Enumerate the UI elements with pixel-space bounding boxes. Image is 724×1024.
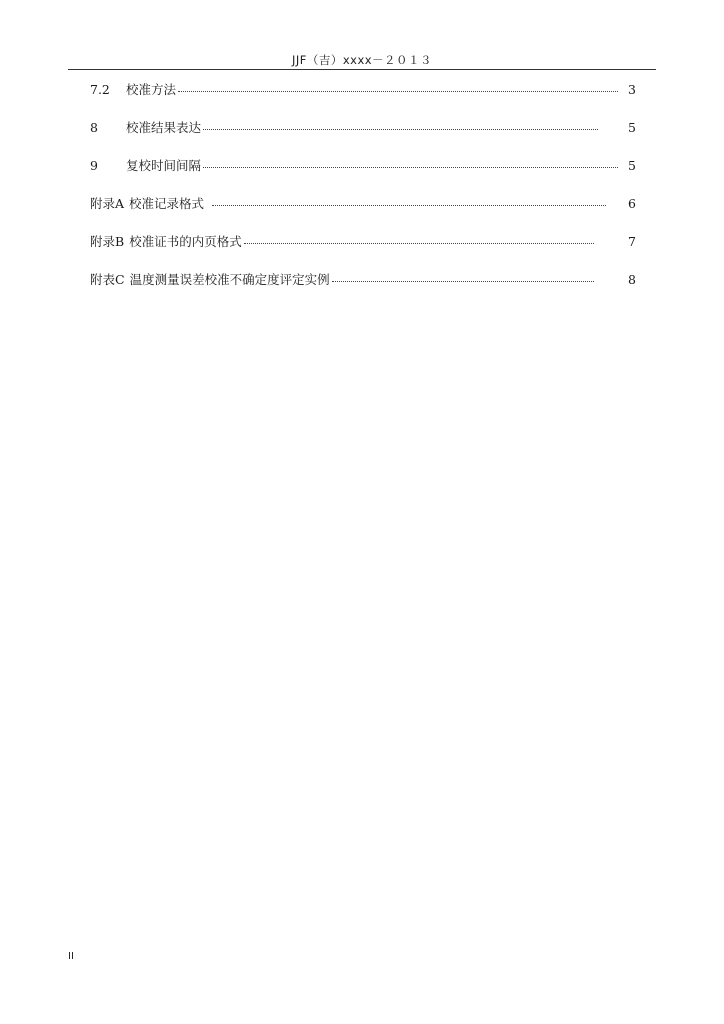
table-of-contents bbox=[90, 70, 636, 298]
toc-dot-leader bbox=[203, 167, 618, 168]
toc-entry-title: 温度测量误差校准不确定度评定实例 bbox=[129, 272, 330, 287]
toc-entry[interactable] bbox=[90, 108, 636, 146]
toc-entry-title: 复校时间间隔 bbox=[126, 158, 202, 173]
toc-entry[interactable] bbox=[90, 184, 636, 222]
toc-entry-page: 7 bbox=[628, 233, 636, 249]
page-header-code: JJF（吉）xxxx－２０１３ bbox=[291, 53, 433, 67]
toc-entry[interactable] bbox=[90, 146, 636, 184]
toc-entry[interactable] bbox=[90, 70, 636, 108]
toc-entry-title: 校准结果表达 bbox=[126, 120, 202, 135]
toc-entry-number: 附录A bbox=[90, 196, 125, 211]
toc-dot-leader bbox=[212, 205, 606, 206]
toc-entry-number: 9 bbox=[90, 157, 98, 173]
toc-entry-title: 校准证书的内页格式 bbox=[129, 234, 242, 249]
toc-dot-leader bbox=[244, 243, 594, 244]
toc-entry-number: 附录B bbox=[90, 234, 125, 249]
toc-dot-leader bbox=[332, 281, 594, 282]
toc-entry[interactable] bbox=[90, 260, 636, 298]
toc-entry-number: 7.2 bbox=[90, 81, 110, 97]
toc-entry-page: 3 bbox=[628, 81, 636, 97]
toc-entry-title: 校准方法 bbox=[126, 82, 177, 97]
toc-entry-page: 8 bbox=[628, 271, 636, 287]
toc-entry-title: 校准记录格式 bbox=[129, 196, 205, 211]
toc-entry[interactable] bbox=[90, 222, 636, 260]
toc-entry-page: 6 bbox=[628, 195, 636, 211]
toc-entry-page: 5 bbox=[628, 119, 636, 135]
toc-entry-page: 5 bbox=[628, 157, 636, 173]
toc-dot-leader bbox=[178, 91, 618, 92]
page-number-roman: II bbox=[68, 951, 74, 962]
toc-dot-leader bbox=[203, 129, 598, 130]
toc-entry-number: 8 bbox=[90, 119, 98, 135]
toc-entry-number: 附表C bbox=[90, 272, 125, 287]
